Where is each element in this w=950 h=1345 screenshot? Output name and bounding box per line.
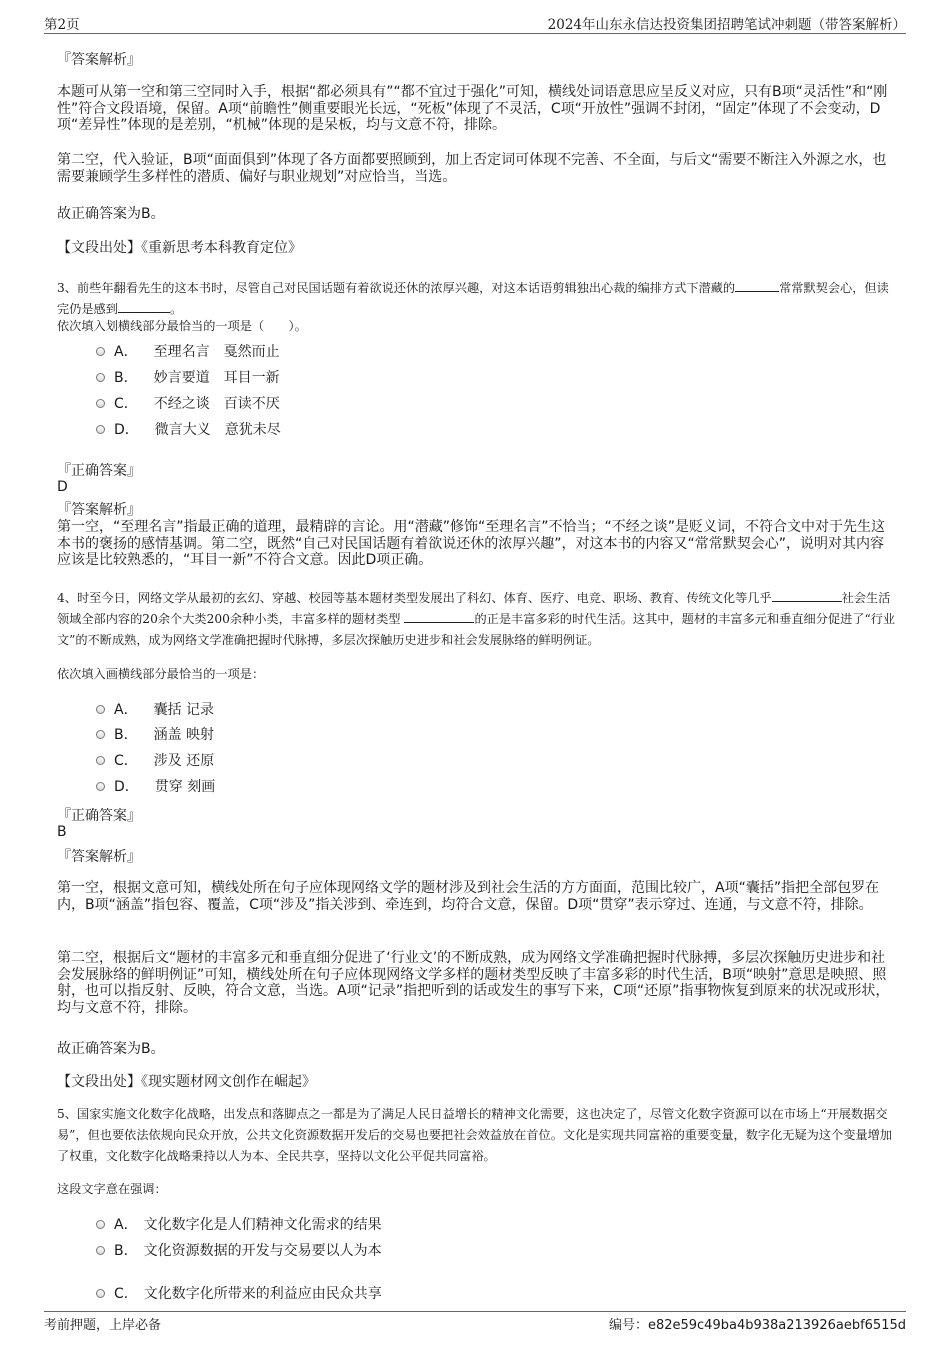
q4-option-b[interactable]: B． 涵盖 映射	[96, 724, 214, 744]
radio-icon[interactable]	[96, 756, 105, 765]
footer-code-value: e82e59c49ba4b938a213926aebf6515d	[647, 1318, 906, 1333]
q2-conclusion: 故正确答案为B。	[57, 206, 165, 222]
q4-option-c[interactable]: C． 涉及 还原	[96, 750, 214, 770]
q3-option-c[interactable]: C． 不经之谈 百读不厌	[96, 393, 280, 413]
q5-option-a[interactable]: A． 文化数字化是人们精神文化需求的结果	[96, 1214, 382, 1234]
q5-option-c[interactable]: C． 文化数字化所带来的利益应由民众共享	[96, 1283, 382, 1303]
radio-icon[interactable]	[96, 373, 105, 382]
radio-icon[interactable]	[96, 425, 105, 434]
radio-icon[interactable]	[96, 1246, 105, 1255]
q3-analysis: 第一空，“至理名言”指最正确的道理，最精辟的言论。用“潜藏”修饰“至理名言”不恰当；“不经之谈”是贬义词，不符合文中对于先生这本书的褒扬的感情基调。第二空，既然“自己对民国话题有着欲说还休的浓厚兴趣”，对这本书的内容又“常常默契会心”，说明对其内容应该是比较熟悉的，“耳目一新”不符合文意。因此D项正确。	[57, 519, 886, 568]
radio-icon[interactable]	[96, 730, 105, 739]
q2-source: 【文段出处】《重新思考本科教育定位》	[57, 240, 302, 256]
q3-blank-1	[735, 280, 779, 292]
footer-slogan: 考前押题，上岸必备	[44, 1318, 162, 1333]
q3-stem: 3、前些年翻看先生的这本书时，尽管自己对民国话题有着欲说还休的浓厚兴趣，对这本话语剪辑独出心裁的编排方式下潜藏的 常常默契会心，但读完仍是感到 。	[57, 281, 889, 316]
q4-option-d[interactable]: D． 贯穿 刻画	[96, 776, 215, 796]
q3-prompt: 依次填入划横线部分最恰当的一项是（ ）。	[57, 319, 307, 333]
q2-analysis-label: 『答案解析』	[57, 52, 141, 68]
q4-prompt: 依次填入画横线部分最恰当的一项是：	[57, 667, 265, 681]
q3-option-b[interactable]: B． 妙言要道 耳目一新	[96, 367, 280, 387]
document-title: 2024年山东永信达投资集团招聘笔试冲刺题（带答案解析）	[547, 17, 906, 33]
q2-analysis-para2: 第二空，代入验证，B项“面面俱到”体现了各方面都要照顾到，加上否定词可体现不完善、不全面，与后文“需要不断注入外源之水，也需要兼顾学生多样性的潜质、偏好与职业规划”对应恰当，当选。	[57, 152, 887, 185]
radio-icon[interactable]	[96, 1289, 105, 1298]
q3-blank-2	[118, 301, 170, 313]
q5-option-b[interactable]: B． 文化资源数据的开发与交易要以人为本	[96, 1240, 382, 1260]
radio-icon[interactable]	[96, 399, 105, 408]
footer-code	[609, 1314, 906, 1333]
q3-option-d[interactable]: D． 微言大义 意犹未尽	[96, 419, 281, 439]
q3-answer: D	[57, 479, 68, 495]
q4-conclusion: 故正确答案为B。	[57, 1041, 165, 1057]
radio-icon[interactable]	[96, 347, 105, 356]
radio-icon[interactable]	[96, 1220, 105, 1229]
q3-answer-label: 『正确答案』	[57, 463, 141, 479]
footer-code-label: 编号：	[608, 1318, 648, 1333]
q4-blank-1	[772, 590, 842, 602]
q4-analysis-para1: 第一空，根据文意可知，横线处所在句子应体现网络文学的题材涉及到社会生活的方方面面，范围比较广，A项“囊括”指把全部包罗在内，B项“涵盖”指包容、覆盖，C项“涉及”指关涉到、牵连到，均符合文意，保留。D项“贯穿”表示穿过、连通，与文意不符，排除。	[57, 880, 880, 913]
q3-analysis-label: 『答案解析』	[57, 502, 141, 518]
q4-analysis-label: 『答案解析』	[57, 849, 141, 865]
q4-answer: B	[57, 824, 67, 840]
q4-answer-label: 『正确答案』	[57, 808, 141, 824]
q4-source: 【文段出处】《现实题材网文创作在崛起》	[57, 1074, 316, 1090]
q5-prompt: 这段文字意在强调：	[57, 1182, 167, 1196]
radio-icon[interactable]	[96, 705, 105, 714]
q5-stem: 5、国家实施文化数字化战略，出发点和落脚点之一都是为了满足人民日益增长的精神文化需要，这也决定了，尽管文化数字资源可以在市场上“开展数据交易”，但也要依法依规向民众开放，公共文化资源数据开发后的交易也要把社会效益放在首位。文化是实现共同富裕的重要变量，数字化无疑为这个变量增加了权重，文化数字化战略秉持以人为本、全民共享，坚持以文化公平促共同富裕。	[57, 1107, 892, 1163]
q4-blank-2	[404, 611, 474, 623]
q3-option-a[interactable]: A． 至理名言 戛然而止	[96, 341, 280, 361]
q4-stem: 4、时至今日，网络文学从最初的玄幻、穿越、校园等基本题材类型发展出了科幻、体育、医疗、电竞、职场、教育、传统文化等几乎 社会生活领域全部内容的20余个大类200余种小类，丰富多样的题材类型 的正是丰富多彩的时代生活。这其中，题材的丰富多元和垂直细分促进了“行业文”的不断成熟，成为网络文学准确把握时代脉搏，多层次探触历史进步和社会发展脉络的鲜明例证。	[57, 591, 896, 647]
radio-icon[interactable]	[96, 782, 105, 791]
page-number: 第2页	[44, 17, 80, 33]
q2-analysis-para1: 本题可从第一空和第三空同时入手，根据“都必须具有”“都不宜过于强化”可知，横线处词语意思应呈反义对应，只有B项“灵活性”和“刚性”符合文段语境，保留。A项“前瞻性”侧重要眼光长远，“死板”体现了不灵活，C项“开放性”强调不封闭，“固定”体现了不会变动，D项“差异性”体现的是差别，“机械”体现的是呆板，均与文意不符，排除。	[57, 84, 888, 133]
q4-analysis-para2: 第二空，根据后文“题材的丰富多元和垂直细分促进了‘行业文’的不断成熟，成为网络文学准确把握时代脉搏，多层次探触历史进步和社会发展脉络的鲜明例证”可知，横线处所在句子应体现网络文学多样的题材类型反映了丰富多彩的时代生活，B项“映射”意思是映照、照射，也可以指反射、反映，符合文意，当选。A项“记录”指把听到的话或发生的事写下来，C项“还原”指事物恢复到原来的状况或形状，均与文意不符，排除。	[57, 950, 890, 1016]
q4-option-a[interactable]: A． 囊括 记录	[96, 699, 214, 719]
footer-divider	[44, 1311, 906, 1312]
header-divider	[44, 33, 906, 34]
